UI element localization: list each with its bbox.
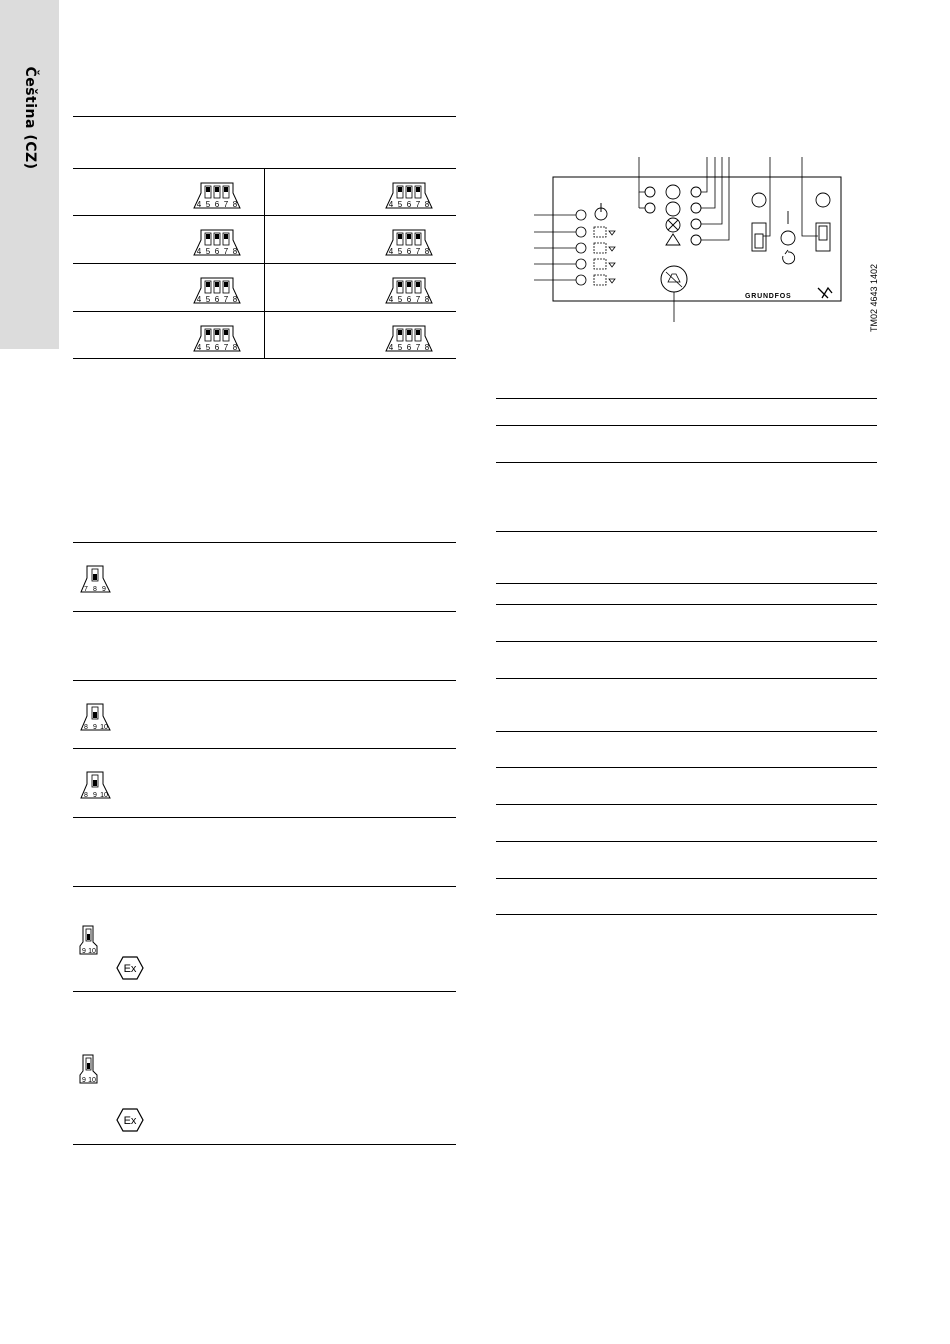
dip-number-label: 7 xyxy=(415,295,421,304)
dip-number-label: 7 xyxy=(415,343,421,352)
dip-switch-4-8-icon xyxy=(193,181,241,216)
ex-explosion-protection-icon xyxy=(116,1107,144,1138)
dip-number-label: 8 xyxy=(232,295,238,304)
table-row-rule xyxy=(496,841,877,842)
dip-number-label: 5 xyxy=(397,343,403,352)
dip-number-label: 10 xyxy=(88,948,96,955)
dip-number-label: 6 xyxy=(406,343,412,352)
dip-switch-9-10-icon xyxy=(79,1053,101,1090)
dip-number-label: 10 xyxy=(100,724,108,731)
dip-switch-8-10-icon xyxy=(80,702,112,737)
table-row-rule xyxy=(496,767,877,768)
dip-number-label: 6 xyxy=(214,200,220,209)
ex-mark-text: Ex xyxy=(123,963,137,975)
table-row-rule xyxy=(496,425,877,426)
dip-switch-4-8-icon xyxy=(385,228,433,263)
dip-number-label: 5 xyxy=(205,295,211,304)
dip-number-label: 8 xyxy=(232,343,238,352)
table-column-divider xyxy=(264,168,265,358)
dip-number-label: 8 xyxy=(84,792,88,799)
dip-number-label: 4 xyxy=(388,200,394,209)
dip-switch-8-10-icon xyxy=(80,770,112,805)
dip-number-label: 8 xyxy=(84,724,88,731)
dip-number-label: 9 xyxy=(82,1077,86,1084)
table-row-rule xyxy=(496,678,877,679)
table-row-rule xyxy=(496,604,877,605)
dip-number-label: 9 xyxy=(82,948,86,955)
dip-switch-9-10-icon xyxy=(79,924,101,961)
dip-number-label: 7 xyxy=(223,247,229,256)
dip-switch-4-8-icon xyxy=(193,324,241,359)
table-top-rule xyxy=(496,398,877,399)
dip-number-label: 4 xyxy=(196,343,202,352)
dip-number-label: 4 xyxy=(388,247,394,256)
dip-number-label: 4 xyxy=(196,295,202,304)
ex-mark-text: Ex xyxy=(123,1115,137,1127)
dip-number-label: 7 xyxy=(223,295,229,304)
table-bottom-rule xyxy=(496,914,877,915)
dip-switch-4-8-icon xyxy=(193,228,241,263)
dip-number-label: 7 xyxy=(223,200,229,209)
dip-number-label: 5 xyxy=(397,295,403,304)
table-top-rule xyxy=(73,886,456,887)
table-top-rule xyxy=(73,817,456,818)
table-row-rule xyxy=(73,611,456,612)
dip-number-label: 7 xyxy=(84,586,88,593)
dip-number-label: 5 xyxy=(397,247,403,256)
dip-number-label: 10 xyxy=(100,792,108,799)
dip-number-label: 4 xyxy=(196,247,202,256)
language-tab-label: Čeština (CZ) xyxy=(22,66,38,170)
table-row-rule xyxy=(496,531,877,532)
dip-number-label: 4 xyxy=(196,200,202,209)
table-top-rule xyxy=(73,542,456,543)
dip-number-label: 7 xyxy=(415,247,421,256)
table-row-rule xyxy=(496,878,877,879)
dip-number-label: 8 xyxy=(424,200,430,209)
dip-number-label: 6 xyxy=(214,247,220,256)
dip-number-label: 5 xyxy=(205,247,211,256)
table-row-rule xyxy=(496,641,877,642)
grundfos-logo-text: GRUNDFOS xyxy=(745,293,792,300)
language-side-tab xyxy=(0,0,59,349)
dip-number-label: 4 xyxy=(388,295,394,304)
dip-number-label: 5 xyxy=(205,343,211,352)
dip-number-label: 8 xyxy=(93,586,97,593)
ex-explosion-protection-icon xyxy=(116,955,144,986)
dip-switch-4-8-icon xyxy=(385,324,433,359)
dip-switch-4-8-icon xyxy=(193,276,241,311)
dip-switch-4-8-icon xyxy=(385,181,433,216)
dip-number-label: 8 xyxy=(424,343,430,352)
table-row-rule xyxy=(496,462,877,463)
dip-switch-4-8-icon xyxy=(385,276,433,311)
dip-number-label: 5 xyxy=(397,200,403,209)
dip-number-label: 6 xyxy=(406,247,412,256)
table-bottom-rule xyxy=(73,1144,456,1145)
table-row-rule xyxy=(73,748,456,749)
dip-number-label: 8 xyxy=(424,247,430,256)
dip-number-label: 9 xyxy=(102,586,106,593)
dip-number-label: 7 xyxy=(223,343,229,352)
drawing-number: TM02 4643 1402 xyxy=(869,263,879,333)
table-top-rule xyxy=(73,116,456,117)
dip-number-label: 6 xyxy=(214,343,220,352)
dip-number-label: 4 xyxy=(388,343,394,352)
table-row-rule xyxy=(496,731,877,732)
table-row-rule xyxy=(73,991,456,992)
dip-number-label: 5 xyxy=(205,200,211,209)
dip-number-label: 10 xyxy=(88,1077,96,1084)
dip-number-label: 6 xyxy=(406,200,412,209)
dip-number-label: 9 xyxy=(93,792,97,799)
dip-number-label: 7 xyxy=(415,200,421,209)
dip-number-label: 8 xyxy=(232,200,238,209)
dip-number-label: 6 xyxy=(214,295,220,304)
dip-number-label: 8 xyxy=(424,295,430,304)
dip-switch-7-9-icon xyxy=(80,564,112,599)
table-row-rule xyxy=(496,583,877,584)
table-row-rule xyxy=(496,804,877,805)
dip-number-label: 6 xyxy=(406,295,412,304)
control-panel-figure xyxy=(500,150,850,335)
table-top-rule xyxy=(73,680,456,681)
dip-number-label: 9 xyxy=(93,724,97,731)
dip-number-label: 8 xyxy=(232,247,238,256)
